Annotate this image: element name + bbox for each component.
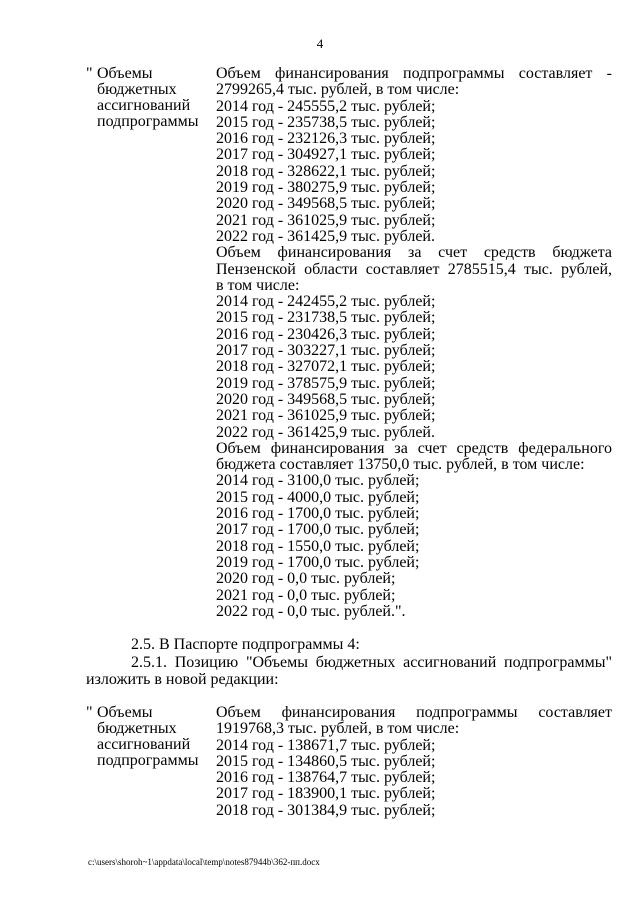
financing-line: 2016 год - 138764,7 тыс. рублей; [216, 769, 436, 787]
block2-label-line: бюджетных [97, 720, 177, 737]
financing-line: Объем финансирования подпрограммы составляет [216, 704, 612, 721]
opening-quote-mark-2: " [86, 704, 93, 721]
financing-line: 2799265,4 тыс. рублей, в том числе: [216, 81, 460, 99]
financing-line: в том числе: [216, 276, 300, 294]
financing-line: Пензенской области составляет 2785515,4 тыс. рублей, [216, 260, 612, 278]
financing-line: 2016 год - 232126,3 тыс. рублей; [216, 130, 436, 148]
block2-label-line: Объемы [97, 704, 153, 721]
financing-line: Объем финансирования подпрограммы составляет - [216, 65, 612, 82]
financing-line: 2014 год - 245555,2 тыс. рублей; [216, 97, 436, 115]
financing-line: 1919768,3 тыс. рублей, в том числе: [216, 720, 460, 738]
opening-quote-mark: " [86, 65, 93, 82]
block2-label-line: подпрограммы [97, 752, 199, 769]
subsection-line-1: 2.5.1. Позицию "Объемы бюджетных ассигнований подпрограммы" [131, 654, 612, 671]
financing-line: Объем финансирования за счет средств федерального [216, 439, 612, 457]
block1-label-line: Объемы [97, 65, 153, 82]
financing-line: 2016 год - 1700,0 тыс. рублей; [216, 505, 420, 523]
financing-line: 2020 год - 349568,5 тыс. рублей; [216, 195, 436, 213]
financing-line: 2015 год - 4000,0 тыс. рублей; [216, 488, 420, 506]
financing-line: 2018 год - 1550,0 тыс. рублей; [216, 537, 420, 555]
financing-line: 2017 год - 1700,0 тыс. рублей; [216, 521, 420, 539]
financing-line: 2019 год - 1700,0 тыс. рублей; [216, 553, 420, 571]
financing-line: 2016 год - 230426,3 тыс. рублей; [216, 325, 436, 343]
block1-label-line: бюджетных [97, 81, 177, 98]
financing-line: 2015 год - 134860,5 тыс. рублей; [216, 752, 436, 770]
page-number: 4 [316, 36, 324, 51]
financing-line: 2021 год - 361025,9 тыс. рублей; [216, 211, 436, 229]
financing-line: 2017 год - 183900,1 тыс. рублей; [216, 785, 436, 803]
financing-line: 2022 год - 0,0 тыс. рублей.". [216, 602, 406, 620]
section-heading: 2.5. В Паспорте подпрограммы 4: [131, 636, 360, 653]
financing-line: 2022 год - 361425,9 тыс. рублей. [216, 227, 435, 245]
financing-line: 2014 год - 3100,0 тыс. рублей; [216, 472, 420, 490]
financing-line: 2019 год - 378575,9 тыс. рублей; [216, 374, 436, 392]
subsection-line-2: изложить в новой редакции: [86, 671, 279, 688]
block2-label [97, 705, 207, 769]
block1-label [97, 66, 207, 130]
financing-line: 2020 год - 0,0 тыс. рублей; [216, 570, 396, 588]
block2-financing-text [216, 705, 612, 819]
financing-line: 2015 год - 231738,5 тыс. рублей; [216, 309, 436, 327]
block1-financing-text [216, 66, 612, 620]
financing-line: 2019 год - 380275,9 тыс. рублей; [216, 179, 436, 197]
block1-label-line: ассигнований [97, 97, 191, 114]
block1-label-line: подпрограммы [97, 113, 199, 130]
financing-line: Объем финансирования за счет средств бюджета [216, 244, 612, 262]
financing-line: 2018 год - 301384,9 тыс. рублей; [216, 801, 436, 819]
financing-line: 2014 год - 138671,7 тыс. рублей; [216, 736, 436, 754]
financing-line: бюджета составляет 13750,0 тыс. рублей, в том числе: [216, 456, 585, 474]
financing-line: 2017 год - 303227,1 тыс. рублей; [216, 342, 436, 360]
financing-line: 2018 год - 328622,1 тыс. рублей; [216, 162, 436, 180]
financing-line: 2014 год - 242455,2 тыс. рублей; [216, 293, 436, 311]
financing-line: 2021 год - 361025,9 тыс. рублей; [216, 407, 436, 425]
block2-label-line: ассигнований [97, 736, 191, 753]
financing-line: 2020 год - 349568,5 тыс. рублей; [216, 390, 436, 408]
financing-line: 2021 год - 0,0 тыс. рублей; [216, 586, 396, 604]
financing-line: 2015 год - 235738,5 тыс. рублей; [216, 113, 436, 131]
financing-line: 2017 год - 304927,1 тыс. рублей; [216, 146, 436, 164]
financing-line: 2022 год - 361425,9 тыс. рублей. [216, 423, 435, 441]
financing-line: 2018 год - 327072,1 тыс. рублей; [216, 358, 436, 376]
footer-file-path: c:\users\shoroh~1\appdata\local\temp\notes87944b\362-пп.docx [88, 857, 320, 867]
